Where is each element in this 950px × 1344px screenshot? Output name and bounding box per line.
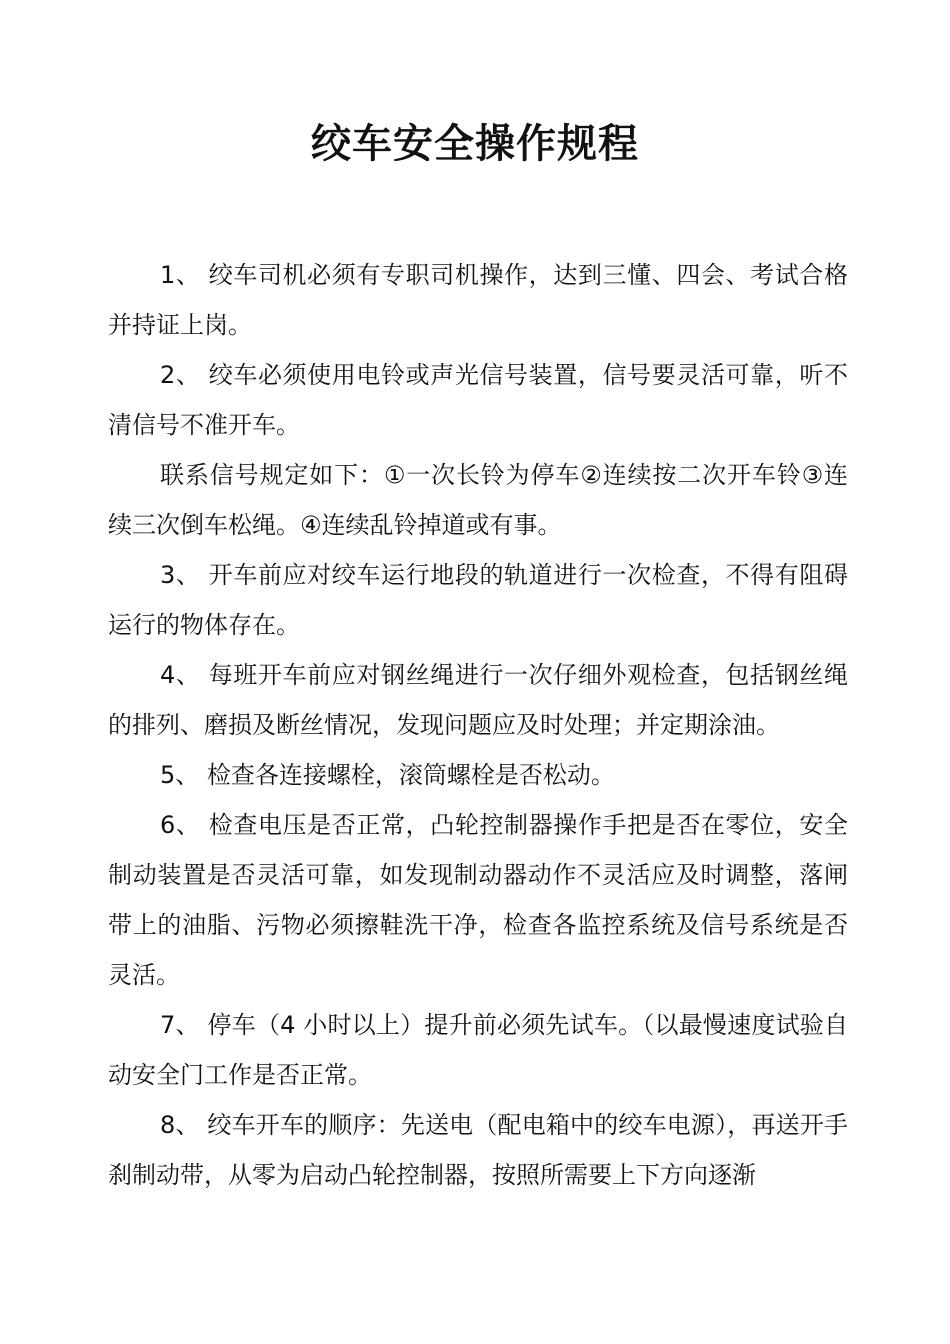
paragraph-item-3: 3、 开车前应对绞车运行地段的轨道进行一次检查，不得有阻碍运行的物体存在。 (108, 561, 848, 639)
paragraph-item-6: 6、 检查电压是否正常，凸轮控制器操作手把是否在零位，安全制动装置是否灵活可靠，如发现制动器动作不灵活应及时调整，落闸带上的油脂、污物必须擦鞋洗干净，检查各监控系统及信号系统是否灵活。 (108, 811, 848, 989)
document-body (108, 250, 848, 1200)
paragraph-item-4: 4、 每班开车前应对钢丝绳进行一次仔细外观检查，包括钢丝绳的排列、磨损及断丝情况，发现问题应及时处理；并定期涂油。 (108, 661, 848, 739)
paragraph-item-8: 8、 绞车开车的顺序：先送电（配电箱中的绞车电源），再送开手刹制动带，从零为启动凸轮控制器，按照所需要上下方向逐渐 (108, 1111, 848, 1189)
paragraph-item-7: 7、 停车（4 小时以上）提升前必须先试车。（以最慢速度试验自动安全门工作是否正常。 (108, 1011, 848, 1089)
paragraph-signal-rules: 联系信号规定如下：①一次长铃为停车②连续按二次开车铃③连续三次倒车松绳。④连续乱铃掉道或有事。 (108, 461, 848, 539)
paragraph-item-5: 5、 检查各连接螺栓，滚筒螺栓是否松动。 (160, 761, 615, 789)
paragraph-item-2: 2、 绞车必须使用电铃或声光信号装置，信号要灵活可靠，听不清信号不准开车。 (108, 361, 848, 439)
paragraph-item-1: 1、 绞车司机必须有专职司机操作，达到三懂、四会、考试合格并持证上岗。 (108, 261, 848, 339)
document-title: 绞车安全操作规程 (311, 121, 639, 167)
